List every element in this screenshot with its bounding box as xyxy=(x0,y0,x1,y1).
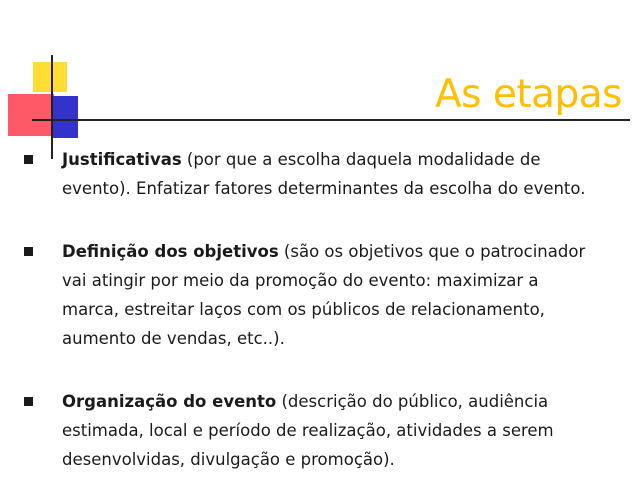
decorative-blue-square xyxy=(52,96,78,138)
bullet-text xyxy=(62,387,618,474)
decorative-yellow-square xyxy=(33,62,67,92)
bullet-heading: Definição dos objetivos xyxy=(62,242,279,261)
bullet-line: marca, estreitar laços com os públicos de relacionamento, xyxy=(62,300,545,319)
square-bullet-icon xyxy=(24,155,33,164)
bullet-heading: Justificativas xyxy=(62,150,182,169)
decorative-red-square xyxy=(8,94,54,136)
bullet-heading: Organização do evento xyxy=(62,392,277,411)
bullet-line: (por que a escolha daquela modalidade de xyxy=(181,150,541,169)
bullet-line: desenvolvidas, divulgação e promoção). xyxy=(62,450,395,469)
bullet-line: evento). Enfatizar fatores determinantes da escolha do evento. xyxy=(62,179,586,198)
square-bullet-icon xyxy=(24,397,33,406)
bullet-text xyxy=(62,145,618,203)
bullet-line: aumento de vendas, etc..). xyxy=(62,329,285,348)
bullet-text xyxy=(62,237,618,353)
bullet-line: estimada, local e período de realização, atividades a serem xyxy=(62,421,554,440)
bullet-line: vai atingir por meio da promoção do evento: maximizar a xyxy=(62,271,539,290)
bullet-line: (descrição do público, audiência xyxy=(276,392,549,411)
square-bullet-icon xyxy=(24,247,33,256)
title-underline xyxy=(32,119,630,121)
decorative-vertical-line xyxy=(51,55,53,159)
bullet-line: (são os objetivos que o patrocinador xyxy=(278,242,586,261)
slide-title: As etapas xyxy=(434,72,622,117)
